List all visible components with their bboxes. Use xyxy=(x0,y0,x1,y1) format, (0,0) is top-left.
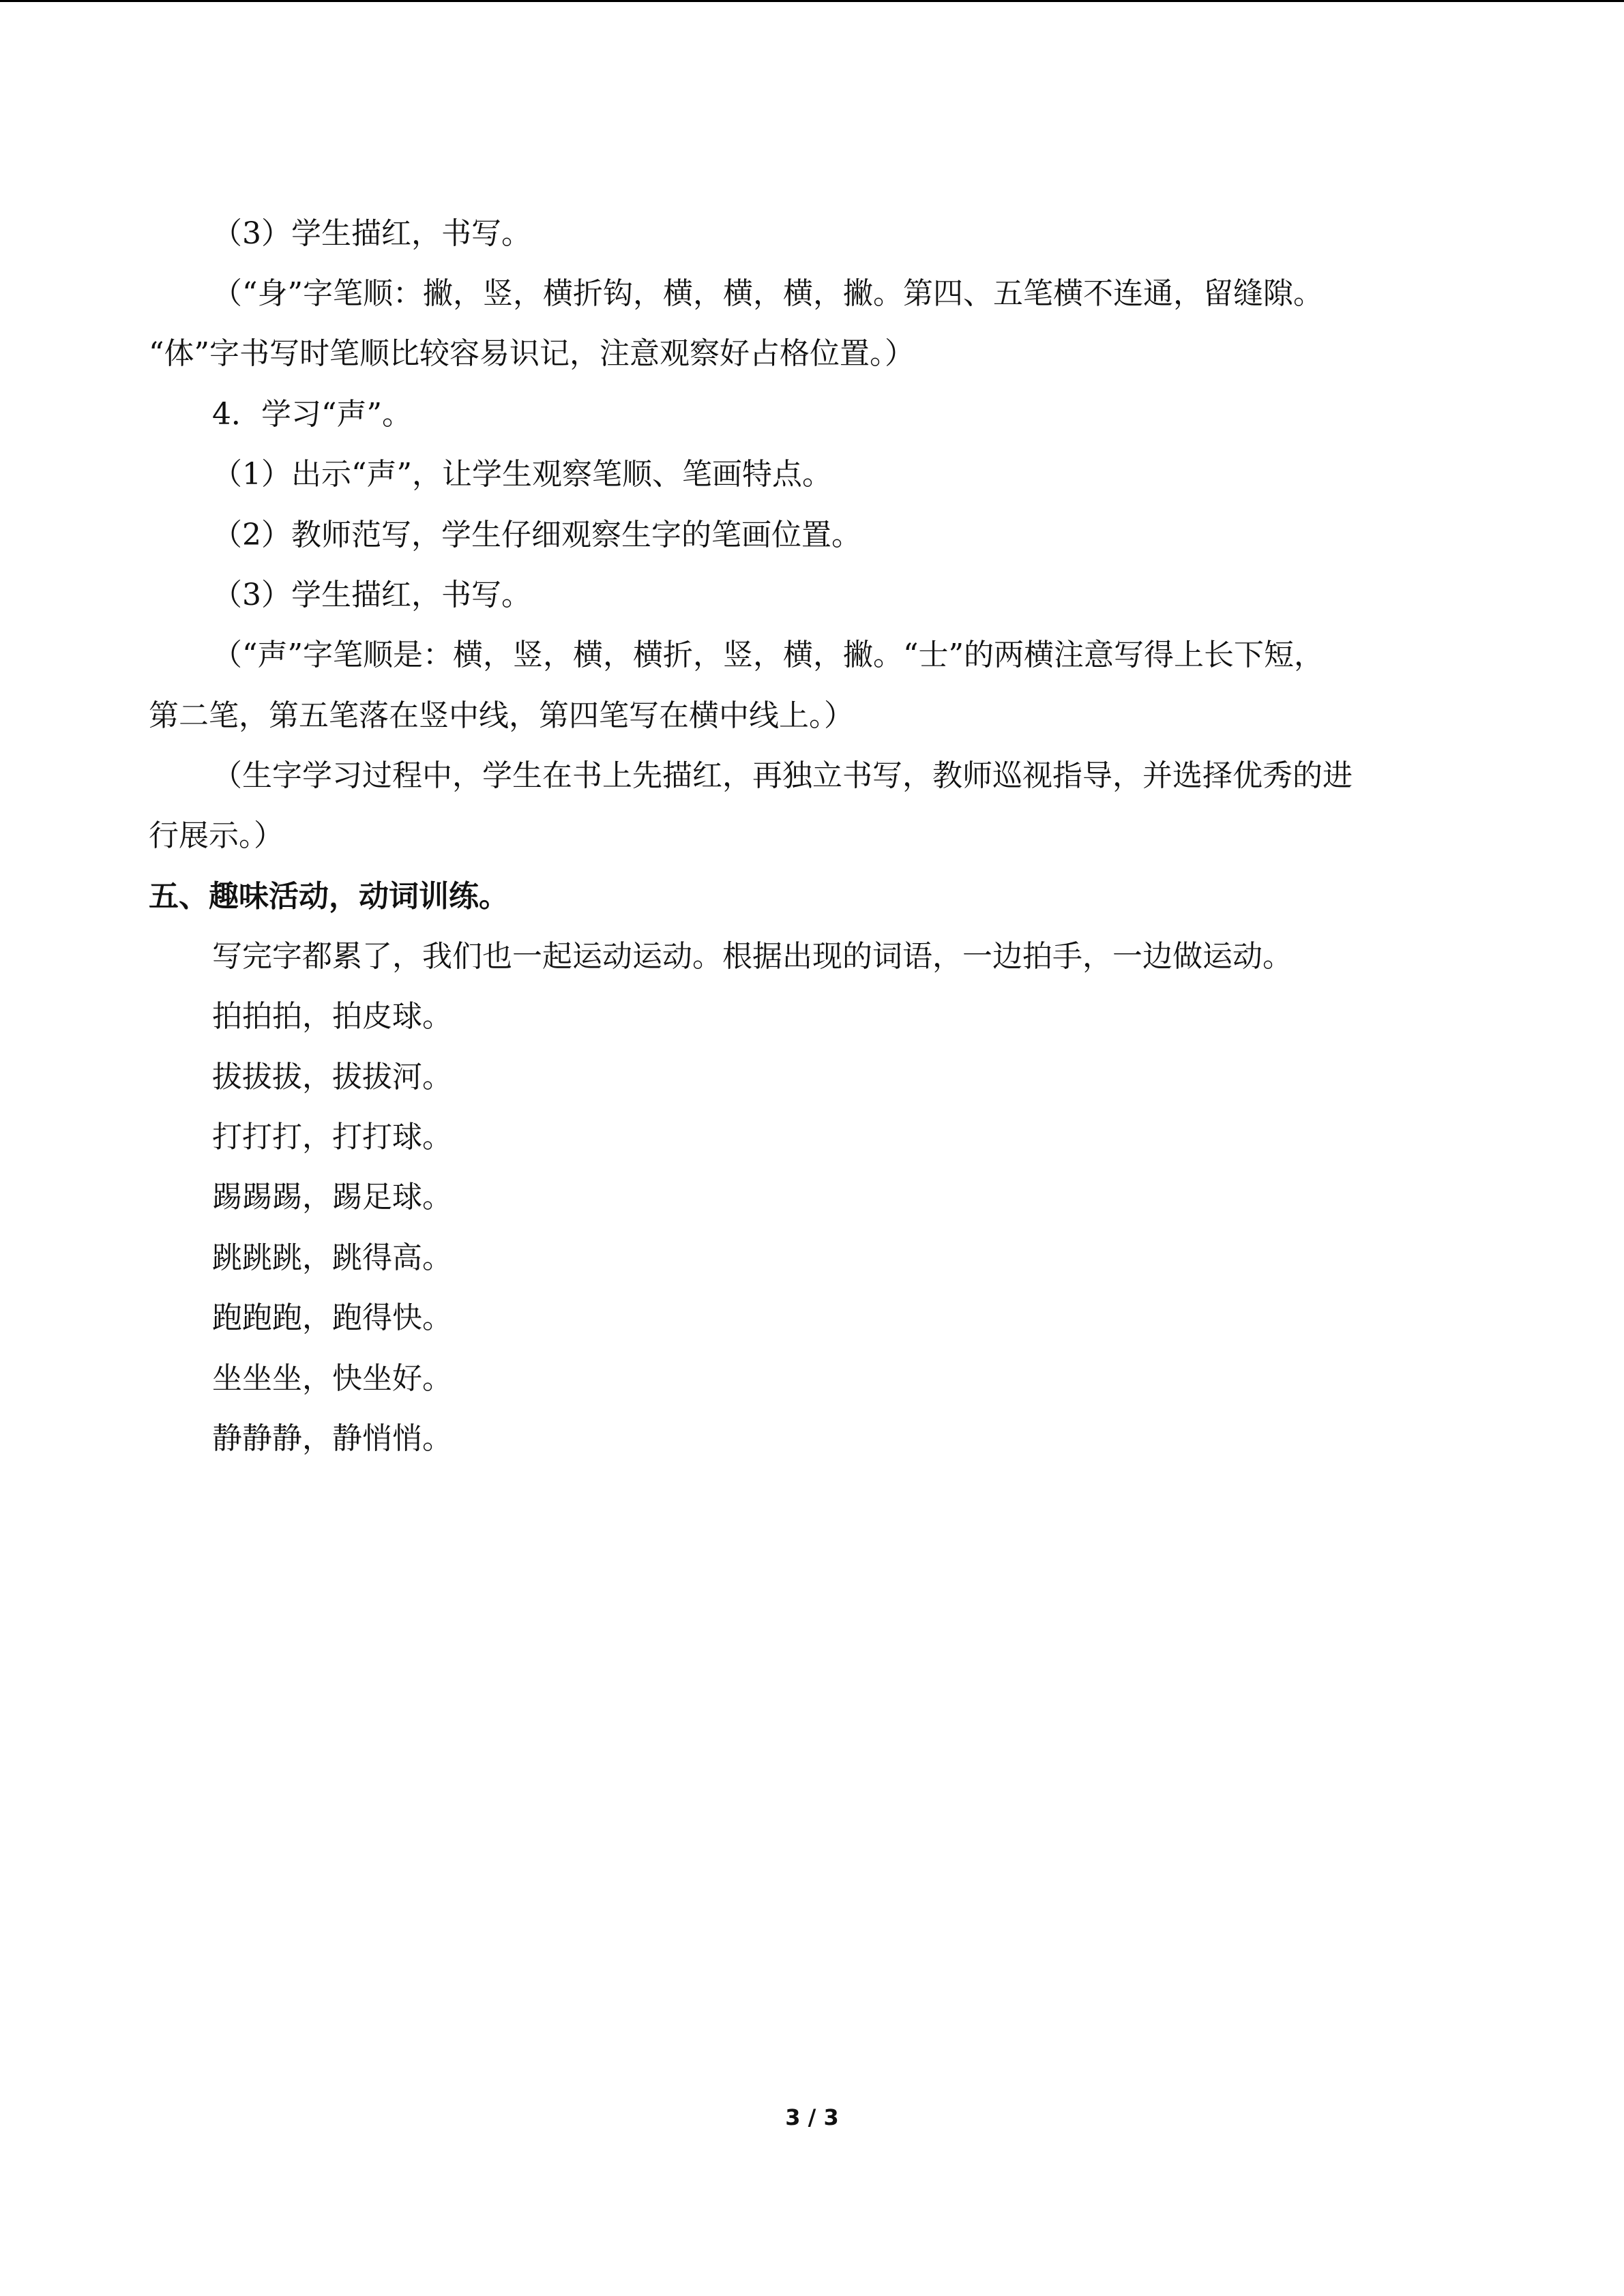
section-heading: 五、趣味活动，动词训练。 xyxy=(149,879,509,914)
rhyme-line: 踢踢踢，踢足球。 xyxy=(212,1180,452,1214)
rhyme-line: 跑跑跑，跑得快。 xyxy=(212,1300,452,1335)
rhyme-line: 跳跳跳，跳得高。 xyxy=(212,1240,452,1275)
paragraph-line: （3）学生描红，书写。 xyxy=(212,578,531,612)
rhyme-line: 静静静，静悄悄。 xyxy=(212,1421,452,1456)
rhyme-line: 拔拔拔，拔拔河。 xyxy=(212,1060,452,1094)
paragraph-line: （1）出示“声”，让学生观察笔顺、笔画特点。 xyxy=(212,457,832,492)
paragraph-line: 4．学习“声”。 xyxy=(212,397,412,432)
paragraph-line: “体”字书写时笔顺比较容易识记，注意观察好占格位置。） xyxy=(149,336,915,371)
paragraph-line: （“声”字笔顺是：横，竖，横，横折，竖，横，撇。“士”的两横注意写得上长下短， xyxy=(212,638,1324,672)
page-number: 3 / 3 xyxy=(785,2104,839,2130)
paragraph-line: （“身”字笔顺：撇，竖，横折钩，横，横，横，撇。第四、五笔横不连通，留缝隙。 xyxy=(212,276,1323,311)
rhyme-line: 拍拍拍，拍皮球。 xyxy=(212,999,452,1034)
paragraph-line: 写完字都累了，我们也一起运动运动。根据出现的词语，一边拍手，一边做运动。 xyxy=(212,939,1293,974)
paragraph-line: （2）教师范写，学生仔细观察生字的笔画位置。 xyxy=(212,518,861,552)
paragraph-line: （3）学生描红，书写。 xyxy=(212,216,531,251)
rhyme-line: 打打打，打打球。 xyxy=(212,1120,452,1154)
paragraph-line: 行展示。） xyxy=(149,818,284,853)
paragraph-line: （生字学习过程中，学生在书上先描红，再独立书写，教师巡视指导，并选择优秀的进 xyxy=(212,758,1353,793)
rhyme-line: 坐坐坐，快坐好。 xyxy=(212,1361,452,1396)
paragraph-line: 第二笔，第五笔落在竖中线，第四笔写在横中线上。） xyxy=(149,698,854,733)
top-border xyxy=(0,0,1624,2)
